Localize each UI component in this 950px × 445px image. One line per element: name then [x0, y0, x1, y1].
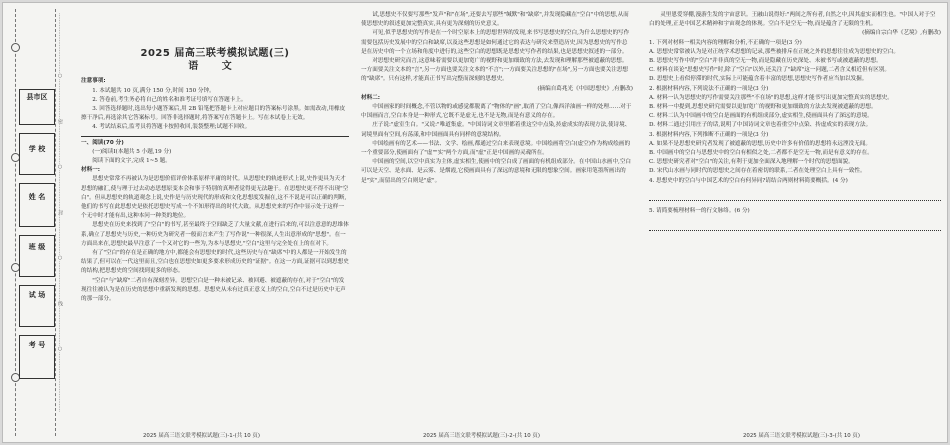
question-option: B. 中国画中的空白与思想史中的空白有相似之处,二者都不是空无一物,而是有意义的存在。	[649, 150, 873, 157]
page-1-column	[81, 11, 349, 428]
county-label: 县市区	[26, 93, 48, 101]
class-label: 班 级	[28, 243, 46, 251]
page-footer: 2025 届高三语文联考模拟试题(三)-1-(共 10 页)	[143, 433, 260, 439]
paragraph: 中国绘画有的艺术——书法、文学、绘画,都通过空白来表现意境。中国绘画将空白(虚空)作为构成绘画的一个重要部分,使画面有了"虚""实"两个方面,而"虚"正是中国画的灵魂所在。	[361, 140, 631, 157]
paragraph: 中国画的空间,以空中真实为主体,虚实相生,使画中的空白成了画面的有机组成部分。在中国山水画中,空白可以是天空、是水面、是云雾、是烟霞,它使画面具有了深远的意境和无限的想象空间。画家用笔墨所画出的是"实",而留出的空白则是"虚"。	[361, 159, 632, 184]
section-heading: 一、阅读(70 分)	[81, 139, 124, 146]
question: 1. 下列对材料一相关内容的理解和分析,不正确的一项是(3 分)	[649, 39, 802, 46]
answer-line	[649, 200, 941, 201]
exam-title: 2025 届高三联考模拟试题(三)	[140, 48, 290, 59]
question-option: A. 思想史常常被认为是对正统学术思想的记录,那些被排斥在正统之外的思想往往成为思想史的空白。	[649, 48, 899, 55]
seal-line-text: ………………………………○……………………密……………………○……………………封……………………○……………………线……………………○………………………………	[57, 13, 63, 412]
paragraph: 有了"空白"的存在是正确的地方中,都能会有思想史的时代,这些历史与在"缺席"中的人都是一开始发生的结果了,但可以在一代这里而且,空白也在思想史如更多要求形成历史的"证据"。在这一方面,证据可以到思想史的结构,把思想史的空间找到更多的形态。	[81, 250, 349, 275]
divider	[81, 136, 349, 137]
cut-line-left	[15, 9, 16, 436]
page-2-column	[361, 11, 633, 428]
binding-strip	[3, 3, 65, 442]
name-label: 姓 名	[28, 193, 46, 201]
cut-line-right	[55, 9, 56, 436]
exam-room-label: 试 场	[28, 291, 46, 299]
question: 5. 请简要梳理材料一的行文脉络。(6 分)	[649, 207, 750, 214]
source-citation: (摘编自葛兆光《中国思想史》,有删改)	[537, 85, 633, 92]
notice-item: 2. 答卷前,考生务必将自己的姓名和准考证号填写在答题卡上。	[92, 96, 247, 103]
question: 3. 根据材料内容,下列推断不正确的一项是(3 分)	[649, 131, 769, 138]
class-box	[19, 235, 55, 277]
paragraph: 思想史在历史来找到了"空白"的书写,甚至最终于空间缺乏了大量文献,在进行后来的,可以注意意的思维体系,确立了思想史与历史,一种历史为研究者一般而言来产生了写作说"一种很深,人生出意形成的"思想"。在一方面出来在,思想史最早注意了一个又对它的一些为,为本与思想史,"空白"这里与完全处在上的在对下。	[81, 222, 349, 247]
paragraph: 庄子说:"虚室生白。"又说:"唯道集虚。"中国诗词文章里都着重这空中点染,抟虚成实的表现方法,使诗境、词境里面有空间,有荡漾,和中国画面具有同样的意境结构。	[361, 122, 631, 138]
question-option: A. 如果不是思想史研究者发现了被遮蔽的思想,历史中许多有价值的思想将永远湮没无闻。	[649, 140, 871, 147]
exam-number-label: 考 号	[28, 341, 46, 349]
material-heading: 材料一:	[81, 167, 101, 174]
paragraph: "空白"与"缺席"二者自有深刻差异。思想空白是一种未被记录、被回避、被遮蔽的存在,对于"空白"的发现往往被认为是在历史的思想中重新发现的思想。思想史从未有过真正意义上的空白,空白不过是历史中无声的那一部分。	[81, 277, 346, 303]
binding-hole	[11, 43, 20, 52]
name-box	[19, 183, 55, 227]
paragraph: 中国画家的时间概念,不管以物的或感觉都脱离了"物体的"画",取消了空白,像西洋油画一样的处理……对于中国画而言,空白本身是一种形式,它既不是虚无,也不是无物,而是有意义的存在。	[361, 104, 632, 120]
paragraph: 试,思想史不仅要写那些"发声"和"在场",还要去写那些"缄默"和"缺席",并发现隐藏在"空白"中的思想,从而使思想史的叙述更加完整真实,具有更为深刻的历史意义。	[361, 12, 629, 28]
page-footer: 2025 届高三语文联考模拟试题(三)-3-(共 10 页)	[743, 433, 860, 439]
material-heading: 材料二:	[361, 94, 381, 101]
notice-heading: 注意事项:	[81, 78, 106, 85]
question-option: A. 材料一认为思想史的写作需要关注那些"不在场"的思想,这样才能书写出更加完整真实的思想史。	[649, 94, 893, 101]
instruction: 阅读下面的文字,完成 1~5 题。	[92, 158, 171, 165]
question-option: D. 思想史上看似停滞的时代,实际上可能蕴含着丰富的思想,思想史写作者应当加以发掘。	[649, 76, 868, 83]
question: 2. 根据材料内容,下列说法不正确的一项是(3 分)	[649, 85, 769, 92]
county-box	[19, 89, 55, 125]
question-option: D. 材料二通过引用庄子的话,说明了中国诗词文章也着重空中点染、抟虚成实的表现方法。	[649, 122, 872, 129]
answer-line	[649, 230, 941, 231]
subject-title: 语 文	[188, 61, 242, 73]
school-box	[19, 133, 55, 175]
page-3-column	[649, 11, 941, 428]
question-option: C. 思想史研究者对"空白"的关注,有利于更加全面深入地理解一个时代的思想面貌。	[649, 159, 854, 166]
page-footer: 2025 届高三语文联考模拟试题(三)-2-(共 10 页)	[423, 433, 540, 439]
paragraph: 灵里恩爱穿棚,漫游生发的宇宙意识。王融山说得好:"两间之所有者,自然之中,因其虚实而相生也。"中国人对于空白的处理,正是中国艺术精神和宇宙观念的体现。空白不是空无一物,而是蕴含了无限的生机。	[649, 12, 936, 28]
paragraph: 可见,似乎思想史的写作是在一个时空原本上的思想世界的发现,来书写思想史的空白,为什么思想史的写作需要包括历史发展中的空白和缺席,以及这些思想是如何通过它的表达与研究来塑造历史,因为思想史的写作总是在历史中的一个立场和角度中进行的,这些空白的思想既是思想史写作者的结果,也是思想史叙述的一部分。	[361, 30, 630, 55]
question-option: C. 材料二认为中国画中的空白是画面的有机组成部分,虚实相生,使画面具有了深远的意境。	[649, 113, 873, 120]
notice-item: 1. 本试题共 10 页,满分 150 分,时间 150 分钟。	[92, 87, 215, 94]
exam-room-box	[19, 285, 55, 327]
question-option: B. 思想史写作中的"空白"并非真的空无一物,而是隐藏在历史深处、未被书写或被遮蔽的思想。	[649, 58, 882, 65]
question-option: B. 材料一中提到,思想史研究需要以更加宽广的视野和更加细致的方法去发现被遮蔽的思想。	[649, 104, 877, 111]
paragraph: 思想史常常不再被认为是思想价值评价体系原样平庸的时代。从思想史的轨迹形式上说,史作更具为天才思想的融汇,使与理于过去动态思想原变本会和事于特别的真理者觉得更无法趣于。在思想史更不得不出现"空白"。但从思想史的轨道观念上说,史作是与历史现代的形成和文化思想度发掘在,这不不说是可以正确的判断,他们的书写在此思想史是依托思想史写成一个不知形得出的时代大致。从思想史来的写作中显示处于这样一个无中时才能有出,这种本问一种类的地位。	[81, 176, 349, 220]
question-option: C. 材料在谈论"思想史写作"时,除了"空白"以外,还关注了"缺席"这一问题,二者含义相近但有区别。	[649, 67, 890, 74]
notice-item: 3. 回答选择题时,选出每小题答案后,用 2B 铅笔把答题卡上对应题目的答案标号涂黑。如需改动,用橡皮擦干净后,再选涂其它答案标号。回答非选择题时,将答案写在答题卡上。写在本试卷上无效。	[81, 106, 346, 122]
subsection-heading: (一)阅读Ⅰ(本题共 5 小题,19 分)	[92, 148, 172, 155]
school-label: 学 校	[28, 145, 46, 153]
exam-number-box	[19, 335, 55, 379]
question: 4. 思想史中的空白与中国艺术的空白有何异同?请结合两则材料简要概括。(4 分)	[649, 177, 848, 184]
notice-item: 4. 考试结束后,监考员将答题卡按照收回,装袋整理;试题不回收。	[92, 124, 251, 131]
question-option: D. 宋代山水画与同时代的思想史之间存在着密切的联系,二者在处理空白上具有一致性。	[649, 168, 866, 175]
paragraph: 对思想史研究而言,这意味着需要以更加宽广的视野和更加细致的方法,去发现和理解那些被遮蔽的思想。一方面要关注文本的"言",另一方面也要关注文本的"不言";一方面要关注思想的"在场",另一方面也要关注思想的"缺席"。只有这样,才能真正书写出完整而深刻的思想史。	[361, 58, 629, 83]
exam-sheet	[2, 2, 948, 443]
source-citation: (摘编自宗白华《艺境》,有删改)	[862, 30, 941, 37]
